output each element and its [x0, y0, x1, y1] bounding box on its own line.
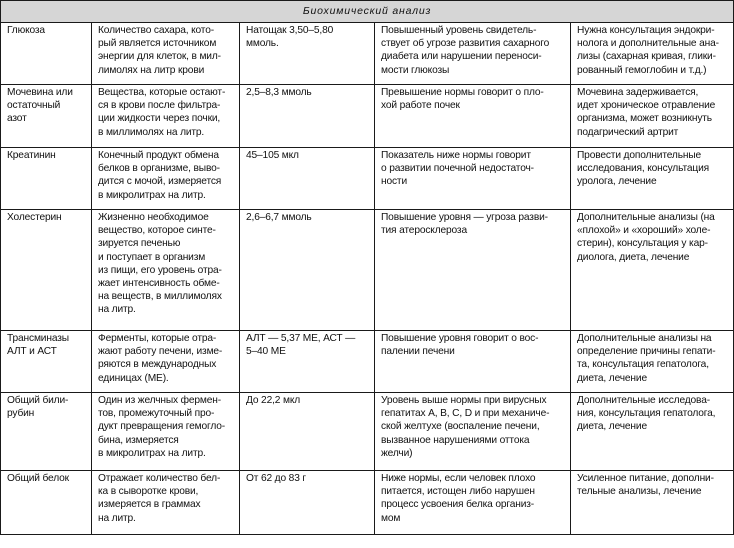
- indicator-name-cell: Холестерин: [1, 210, 92, 331]
- table-row: [1, 210, 734, 331]
- description-cell: Отражает количество бел- ка в сыворотке крови, измеряется в граммах на литр.: [92, 471, 240, 535]
- action-cell: Мочевина задерживается, идет хроническое отравление организма, может возникнуть подагрический артрит: [571, 85, 734, 148]
- action-cell: Нужна консультация эндокри- нолога и дополнительные ана- лизы (сахарная кривая, глики- рованный гемоглобин и т.д.): [571, 23, 734, 85]
- action-cell: Дополнительные анализы на определение причины гепати- та, консультация гепатолога, диета, лечение: [571, 331, 734, 393]
- deviation-cell: Ниже нормы, если человек плохо питается, истощен либо нарушен процесс усвоения белка организ- мом: [375, 471, 571, 535]
- table-title: Биохимический анализ: [1, 1, 734, 23]
- deviation-cell: Повышенный уровень свидетель- ствует об угрозе развития сахарного диабета или нарушении переноси- мости глюкозы: [375, 23, 571, 85]
- table-header-row: [1, 1, 734, 23]
- description-cell: Жизненно необходимое вещество, которое синте- зируется печенью и поступает в организм из пищи, его уровень отра- жает интенсивность обме- на веществ, в миллимолях на литр.: [92, 210, 240, 331]
- norm-cell: До 22,2 мкл: [240, 393, 375, 471]
- norm-cell: 2,6–6,7 ммоль: [240, 210, 375, 331]
- deviation-cell: Показатель ниже нормы говорит о развитии почечной недостаточ- ности: [375, 148, 571, 210]
- action-cell: Дополнительные анализы (на «плохой» и «хороший» холе- стерин), консультация у кар- диолога, диета, лечение: [571, 210, 734, 331]
- norm-cell: 45–105 мкл: [240, 148, 375, 210]
- indicator-name-cell: Глюкоза: [1, 23, 92, 85]
- table-row: [1, 393, 734, 471]
- deviation-cell: Повышение уровня говорит о вос- палении печени: [375, 331, 571, 393]
- description-cell: Ферменты, которые отра- жают работу печени, изме- ряются в международных единицах (МЕ).: [92, 331, 240, 393]
- table-row: [1, 85, 734, 148]
- indicator-name-cell: Трансминазы АЛТ и АСТ: [1, 331, 92, 393]
- norm-cell: АЛТ — 5,37 МЕ, АСТ — 5–40 МЕ: [240, 331, 375, 393]
- description-cell: Количество сахара, кото- рый является источником энергии для клеток, в мил- лимолях на литр крови: [92, 23, 240, 85]
- deviation-cell: Уровень выше нормы при вирусных гепатитах А, В, С, D и при механиче- ской желтухе (воспаление печени, вызванное нарушениями оттока желчи): [375, 393, 571, 471]
- indicator-name-cell: Общий белок: [1, 471, 92, 535]
- indicator-name-cell: Креатинин: [1, 148, 92, 210]
- table-row: [1, 148, 734, 210]
- description-cell: Конечный продукт обмена белков в организме, выво- дится с мочой, измеряется в микролитрах на литр.: [92, 148, 240, 210]
- indicator-name-cell: Мочевина или остаточный азот: [1, 85, 92, 148]
- action-cell: Усиленное питание, дополни- тельные анализы, лечение: [571, 471, 734, 535]
- action-cell: Провести дополнительные исследования, консультация уролога, лечение: [571, 148, 734, 210]
- indicator-name-cell: Общий били- рубин: [1, 393, 92, 471]
- table-row: [1, 331, 734, 393]
- table-row: [1, 471, 734, 535]
- deviation-cell: Повышение уровня — угроза разви- тия атеросклероза: [375, 210, 571, 331]
- action-cell: Дополнительные исследова- ния, консультация гепатолога, диета, лечение: [571, 393, 734, 471]
- norm-cell: 2,5–8,3 ммоль: [240, 85, 375, 148]
- norm-cell: От 62 до 83 г: [240, 471, 375, 535]
- norm-cell: Натощак 3,50–5,80 ммоль.: [240, 23, 375, 85]
- description-cell: Один из желчных фермен- тов, промежуточный про- дукт превращения гемогло- бина, измеряется в микролитрах на литр.: [92, 393, 240, 471]
- deviation-cell: Превышение нормы говорит о пло- хой работе почек: [375, 85, 571, 148]
- table-row: [1, 23, 734, 85]
- description-cell: Вещества, которые остают- ся в крови после фильтра- ции жидкости через почки, в миллимолях на литр.: [92, 85, 240, 148]
